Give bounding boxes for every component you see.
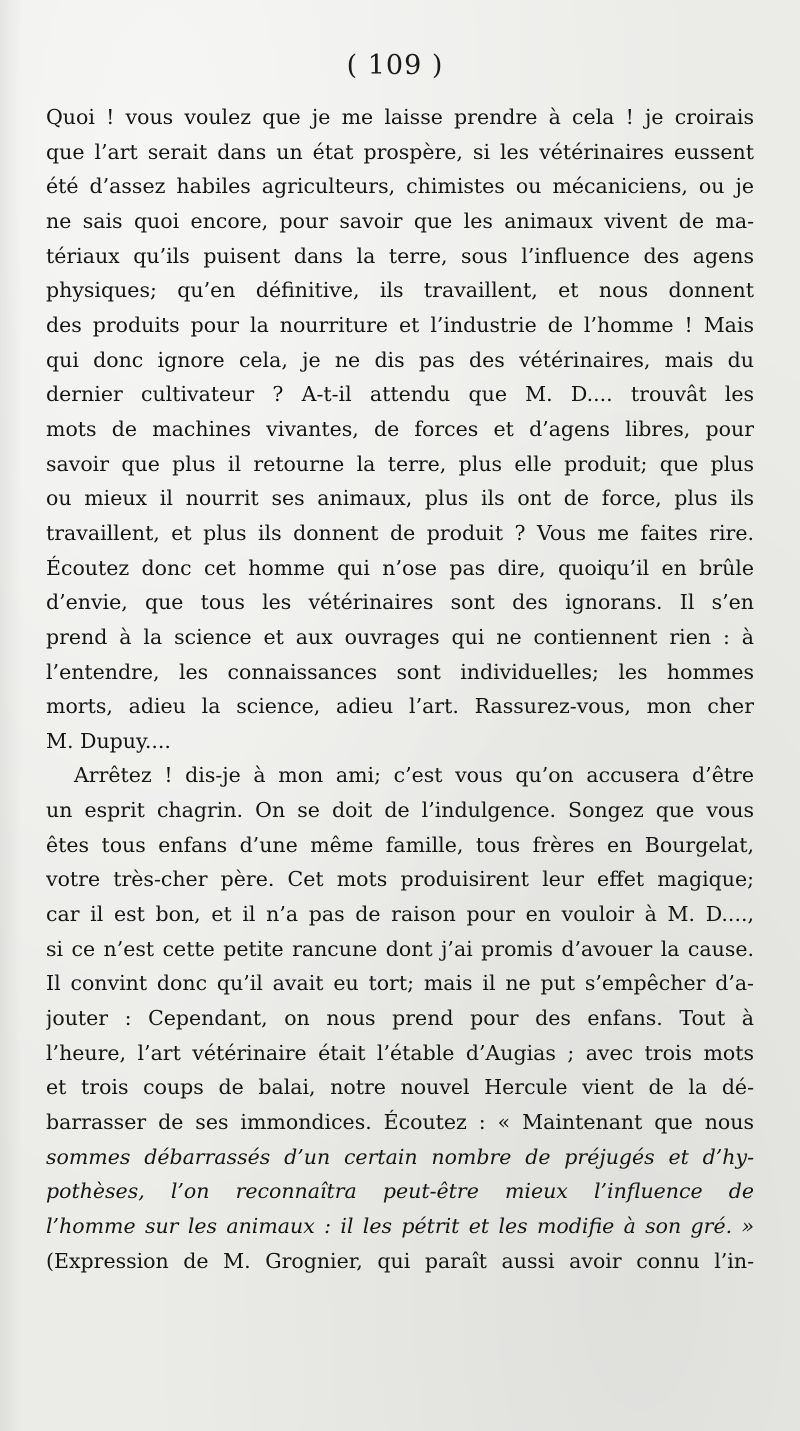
text-line: l’entendre, les connaissances sont individuelles; les hommes (46, 659, 754, 684)
text-line: ou mieux il nourrit ses animaux, plus ils ont de force, plus ils (46, 486, 754, 511)
text-line: morts, adieu la science, adieu l’art. Rassurez-vous, mon cher (46, 694, 754, 719)
text-line: tériaux qu’ils puisent dans la terre, sous l’influence des agens (46, 243, 754, 268)
text-line: ne sais quoi encore, pour savoir que les animaux vivent de ma- (46, 208, 754, 233)
text-line: Quoi ! vous voulez que je me laisse prendre à cela ! je croirais (46, 105, 754, 129)
text-line: et trois coups de balai, notre nouvel Hercule vient de la dé- (46, 1075, 754, 1100)
page-edge-shadow (0, 0, 22, 1431)
text-line: car il est bon, et il n’a pas de raison pour en vouloir à M. D...., (46, 902, 754, 927)
text-line: votre très-cher père. Cet mots produisirent leur effet magique; (46, 867, 754, 892)
text-line: travaillent, et plus ils donnent de produit ? Vous me faites rire. (46, 520, 754, 545)
text-line: Il convint donc qu’il avait eu tort; mais il ne put s’empêcher d’a- (46, 971, 754, 996)
text-line: (Expression de M. Grognier, qui paraît aussi avoir connu l’in- (46, 1248, 754, 1273)
text-line: Arrêtez ! dis-je à mon ami; c’est vous qu’on accusera d’être (74, 763, 754, 788)
text-line: qui donc ignore cela, je ne dis pas des vétérinaires, mais du (46, 347, 754, 372)
text-line: que l’art serait dans un état prospère, si les vétérinaires eussent (46, 139, 754, 164)
body-text (46, 100, 754, 1278)
text-line: l’homme sur les animaux : il les pétrit et les modifie à son gré. » (46, 1214, 754, 1238)
text-line: un esprit chagrin. On se doit de l’indulgence. Songez que vous (46, 798, 754, 823)
text-line: été d’assez habiles agriculteurs, chimistes ou mécaniciens, ou je (46, 174, 754, 199)
text-line: physiques; qu’en définitive, ils travaillent, et nous donnent (46, 278, 754, 303)
text-line: M. Dupuy.... (46, 728, 171, 753)
text-line: si ce n’est cette petite rancune dont j’ai promis d’avouer la cause. (46, 936, 754, 961)
text-line: dernier cultivateur ? A-t-il attendu que M. D.... trouvât les (46, 382, 754, 407)
text-line: sommes débarrassés d’un certain nombre de préjugés et d’hy- (46, 1144, 754, 1169)
text-line: l’heure, l’art vétérinaire était l’étable d’Augias ; avec trois mots (46, 1040, 754, 1065)
text-line: des produits pour la nourriture et l’industrie de l’homme ! Mais (46, 312, 754, 337)
text-line: êtes tous enfans d’une même famille, tous frères en Bourgelat, (46, 832, 754, 857)
text-line: mots de machines vivantes, de forces et d’agens libres, pour (46, 416, 754, 441)
text-line: jouter : Cependant, on nous prend pour des enfans. Tout à (46, 1006, 754, 1031)
text-line: savoir que plus il retourne la terre, plus elle produit; que plus (46, 451, 754, 476)
text-line: d’envie, que tous les vétérinaires sont des ignorans. Il s’en (46, 590, 754, 615)
text-line: barrasser de ses immondices. Écoutez : « Maintenant que nous (46, 1110, 754, 1135)
page-number: ( 109 ) (346, 50, 444, 81)
text-line: pothèses, l’on reconnaîtra peut-être mieux l’influence de (46, 1179, 754, 1204)
text-line: Écoutez donc cet homme qui n’ose pas dire, quoiqu’il en brûle (46, 555, 754, 580)
text-line: prend à la science et aux ouvrages qui ne contiennent rien : à (46, 624, 754, 649)
